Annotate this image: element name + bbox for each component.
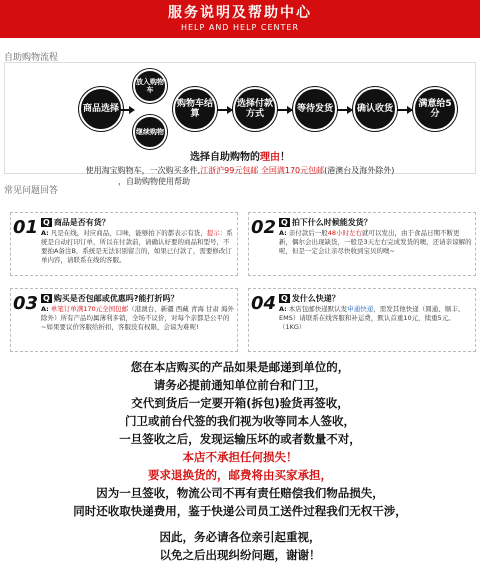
faq-answer: A: 凡是在线，对应商品，口味，能够拍下的都表示有货，提示：系统是自动打印订单，所以在付款前，请确认好要的商品和型号，不要拍A备注B，系统是无法识别留言的，如果已付款了，需要修改订单内容，请联系在线的客服。 xyxy=(41,229,233,264)
faq-item xyxy=(10,212,238,276)
flow-caption-desc: 使用淘宝购物车，一次购买多件,江浙沪99元包邮 全国满170元包邮(港澳台及海外除外) xyxy=(85,166,395,175)
notice-line: 一旦签收之后，发现运输压坏的或者数量不对， xyxy=(119,432,361,446)
flow-caption-title: 选择自助购物的理由！ xyxy=(190,152,290,163)
notice-warning: 本店不承担任何损失！ xyxy=(182,450,298,464)
flow-step-select-product: 商品选择 xyxy=(79,87,123,131)
faq-question: Q 商品是否有货？ xyxy=(43,218,110,227)
faq-section-label: 常见问题回答 xyxy=(4,186,59,196)
notice-warning: 要求退换货的，邮费将由买家承担， xyxy=(148,468,332,482)
header-subtitle: HELP AND HELP CENTER xyxy=(180,23,300,32)
notice-line: 因为一旦签收，物流公司不再有责任赔偿我们物品损失， xyxy=(96,486,384,500)
faq-number: 01 xyxy=(13,217,39,238)
flow-step-add-to-cart: 放入购物车 xyxy=(133,69,167,103)
flow-step-checkout: 购物车结算 xyxy=(173,87,217,131)
faq-number: 02 xyxy=(251,217,277,238)
faq-answer: A: 单笔订单满170元全国包邮（港澳台、新疆 西藏 青海 甘肃 海外除外）所有产品均属薄利多销，全场不议价，对每个亲都是公平的~如果要议价客服给折扣，客服没有权限，会谅为难呢! xyxy=(41,305,234,331)
notice-line: 同时还收取快递费用，鉴于快递公司员工送件过程我们无权干涉， xyxy=(73,504,407,518)
flow-arrow xyxy=(217,109,231,111)
flow-arrow xyxy=(337,109,351,111)
notice-closing: 以免之后出现纠纷问题，谢谢！ xyxy=(159,548,321,562)
notice-line: 门卫或前台代签的我们视为收等同本人签收， xyxy=(125,414,355,428)
faq-question: Q 拍下什么时候能发货？ xyxy=(281,218,372,227)
flow-arrow xyxy=(119,109,133,111)
flow-step-continue-shopping: 继续购物 xyxy=(133,115,167,149)
faq-question: Q 发什么快递？ xyxy=(281,294,340,303)
flow-step-wait-shipping: 等待发货 xyxy=(293,87,337,131)
faq-question: Q 购买是否包邮或优惠吗?能打折吗？ xyxy=(43,294,179,303)
faq-item xyxy=(248,288,476,352)
flow-section-label: 自助购物流程 xyxy=(4,53,59,63)
flow-arrow xyxy=(397,109,411,111)
header-title: 服务说明及帮助中心 xyxy=(168,5,312,21)
notice-line: 交代到货后一定要开箱(拆包)验货再签收， xyxy=(131,396,349,410)
faq-item xyxy=(248,212,476,276)
notice-line: 请务必提前通知单位前台和门卫， xyxy=(153,378,327,392)
faq-item xyxy=(10,288,238,352)
notice-closing: 因此，务必请各位亲引起重视， xyxy=(159,530,321,544)
faq-number: 04 xyxy=(251,293,277,314)
flow-arrow xyxy=(277,109,291,111)
flow-help-link[interactable]: ，自助购物使用帮助 xyxy=(118,177,190,186)
shipping-notice xyxy=(0,358,480,564)
flow-caption xyxy=(0,148,480,187)
faq-answer: A: 亲付款后一般48小时左右就可以发出，由于食品日期不断更新，偶尔会出现缺货，一般是3天左右完成发货的噢，还请亲谅解的呢，但是一定会让亲尽快收到宝贝的噢~ xyxy=(279,229,472,255)
flow-step-rate-5: 满意给5分 xyxy=(413,87,457,131)
flow-step-payment: 选择付款方式 xyxy=(233,87,277,131)
faq-answer: A: 本店包邮快递默认发申通快递，需发其他快递（圆通、顺丰、EMS）请联系在线客服和补运费，默认首重10元，续重5元。（1KG） xyxy=(279,305,465,331)
notice-line: 您在本店购买的产品如果是邮递到单位的， xyxy=(130,360,350,374)
page-header xyxy=(0,0,480,38)
flow-step-confirm-receipt: 确认收货 xyxy=(353,87,397,131)
faq-number: 03 xyxy=(13,293,39,314)
